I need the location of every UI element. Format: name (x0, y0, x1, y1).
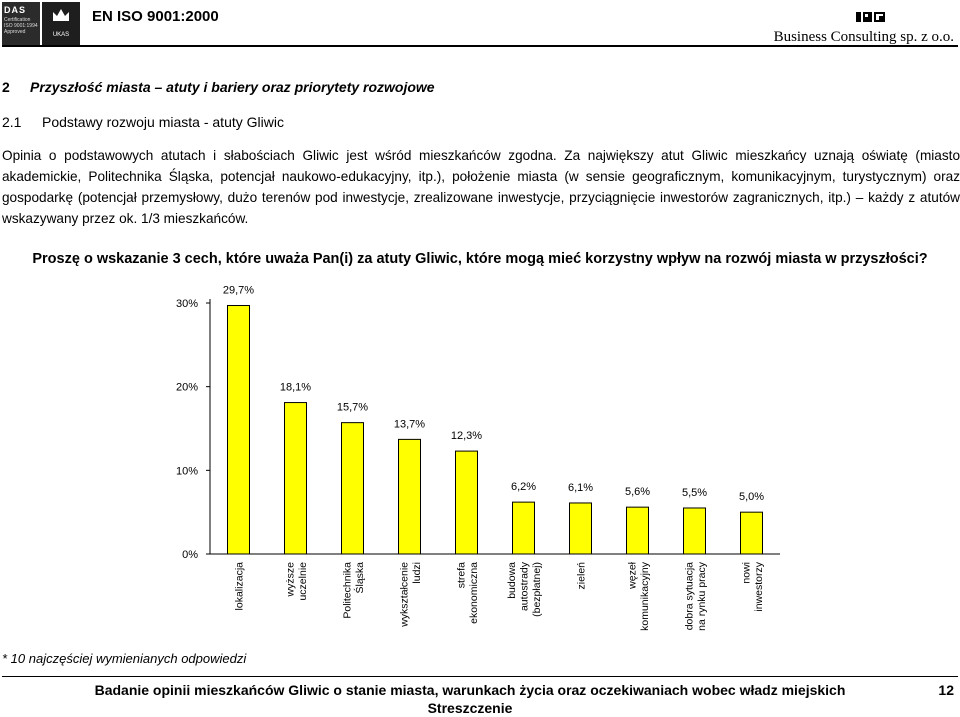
subsection-number: 2.1 (2, 114, 22, 130)
category-label-line: komunikacyjny (638, 562, 651, 631)
category-label-line: wyższe (284, 562, 297, 597)
category-label (234, 562, 246, 611)
category-label-line: uczelnie (296, 562, 309, 601)
bar-value-label: 29,7% (222, 284, 255, 297)
category-label (398, 562, 423, 628)
y-tick-label: 20% (175, 381, 198, 394)
body-paragraph: Opinia o podstawowych atutach i słabościach Gliwic jest wśród mieszkańców zgodna. Za największy atut Gliwic mieszkańcy uznają oświatę (miasto akademickie, Politechnika Śląska, potencjał naukowo-edukacyjny, itp.), położenie miasta (w sensie geograficznym, komunikacyjnym, turystycznym) oraz gospodarkę (potencjał przemysłowy, dużo terenów pod inwestycje, zrealizowane inwestycje, przyciągnięcie inwestorów zagranicznych, itp.) – każdy z atutów wskazywany przez ok. 1/3 mieszkańców. (2, 148, 960, 226)
page-number: 12 (938, 682, 954, 698)
category-label (455, 562, 480, 624)
y-tick-label: 0% (182, 549, 198, 561)
subsection-title: Podstawy rozwoju miasta - atuty Gliwic (42, 114, 284, 130)
category-label-line: wykształcenie (398, 562, 411, 627)
bar (684, 508, 706, 554)
category-label (576, 562, 588, 590)
category-label-line: budowa (506, 562, 518, 599)
chart-footnote: * 10 najczęściej wymienianych odpowiedzi (2, 651, 247, 666)
category-label-line: na rynku pracy (695, 562, 708, 631)
bar-value-label: 5,6% (624, 486, 651, 499)
ukas-crown-logo: UKAS (42, 2, 80, 46)
y-tick-label: 30% (175, 298, 198, 310)
bar (741, 512, 763, 554)
category-label-line: dobra sytuacja (683, 562, 696, 631)
section-heading (2, 79, 435, 95)
category-label-line: inwestorzy (752, 562, 765, 612)
bar (285, 403, 307, 554)
bar (513, 502, 535, 554)
category-label-line: lokalizacja (233, 562, 246, 611)
certification-logos (2, 2, 80, 46)
y-tick-label: 10% (175, 465, 198, 478)
category-label-line: ekonomiczna (467, 562, 480, 624)
bar-value-label: 6,1% (567, 481, 594, 494)
section-number: 2 (2, 79, 10, 95)
footer-divider (2, 676, 958, 677)
category-label-line: zieleń (575, 562, 588, 590)
iso-standard-label: EN ISO 9001:2000 (92, 8, 219, 25)
bar-value-label: 18,1% (279, 381, 312, 394)
category-label (683, 561, 708, 631)
category-label-line: węzeł (626, 562, 639, 589)
footer-line-1: Badanie opinii mieszkańców Gliwic o stanie miasta, warunkach życia oraz oczekiwaniach wobec władz miejskich (94, 682, 846, 698)
bar (627, 507, 649, 554)
category-label-line: (bezpłatnej) (531, 562, 543, 617)
bar (342, 423, 364, 554)
bar-value-label: 13,7% (393, 418, 426, 431)
header-divider (2, 45, 958, 47)
bar (228, 306, 250, 554)
bar (570, 503, 592, 554)
category-label-line: Śląska (353, 562, 366, 594)
footer-line-2: Streszczenie (427, 700, 513, 716)
bar-value-label: 5,5% (681, 486, 708, 499)
category-label-line: ludzi (410, 562, 423, 584)
category-label-line: autostrady (518, 562, 531, 612)
bar-value-label: 5,0% (738, 491, 765, 504)
category-label (740, 561, 765, 611)
company-name: Business Consulting sp. z o.o. (773, 29, 954, 45)
subsection-heading (2, 114, 284, 130)
category-label (284, 562, 309, 601)
business-consulting-logo-icon (856, 10, 886, 24)
category-label (506, 561, 543, 617)
chart-title: Proszę o wskazanie 3 cech, które uważa Pan(i) za atuty Gliwic, które mogą mieć korzystny wpływ na rozwój miasta w przyszłości? (32, 251, 928, 267)
bar-chart (0, 280, 960, 665)
bar-value-label: 6,2% (510, 481, 537, 494)
category-label (341, 562, 366, 619)
bar-value-label: 12,3% (450, 430, 483, 443)
category-label-line: Politechnika (341, 562, 354, 619)
bar-value-label: 15,7% (336, 401, 369, 414)
category-label (626, 561, 651, 631)
category-label-line: strefa (455, 562, 468, 589)
crown-icon (51, 7, 71, 23)
section-title: Przyszłość miasta – atuty i bariery oraz priorytety rozwojowe (30, 79, 435, 95)
category-label-line: nowi (740, 562, 753, 584)
bar (399, 439, 421, 554)
bar (456, 451, 478, 554)
footer-title (30, 681, 910, 717)
das-certification-logo: DAS Certification ISO 9001:1994 Approved (2, 2, 40, 46)
